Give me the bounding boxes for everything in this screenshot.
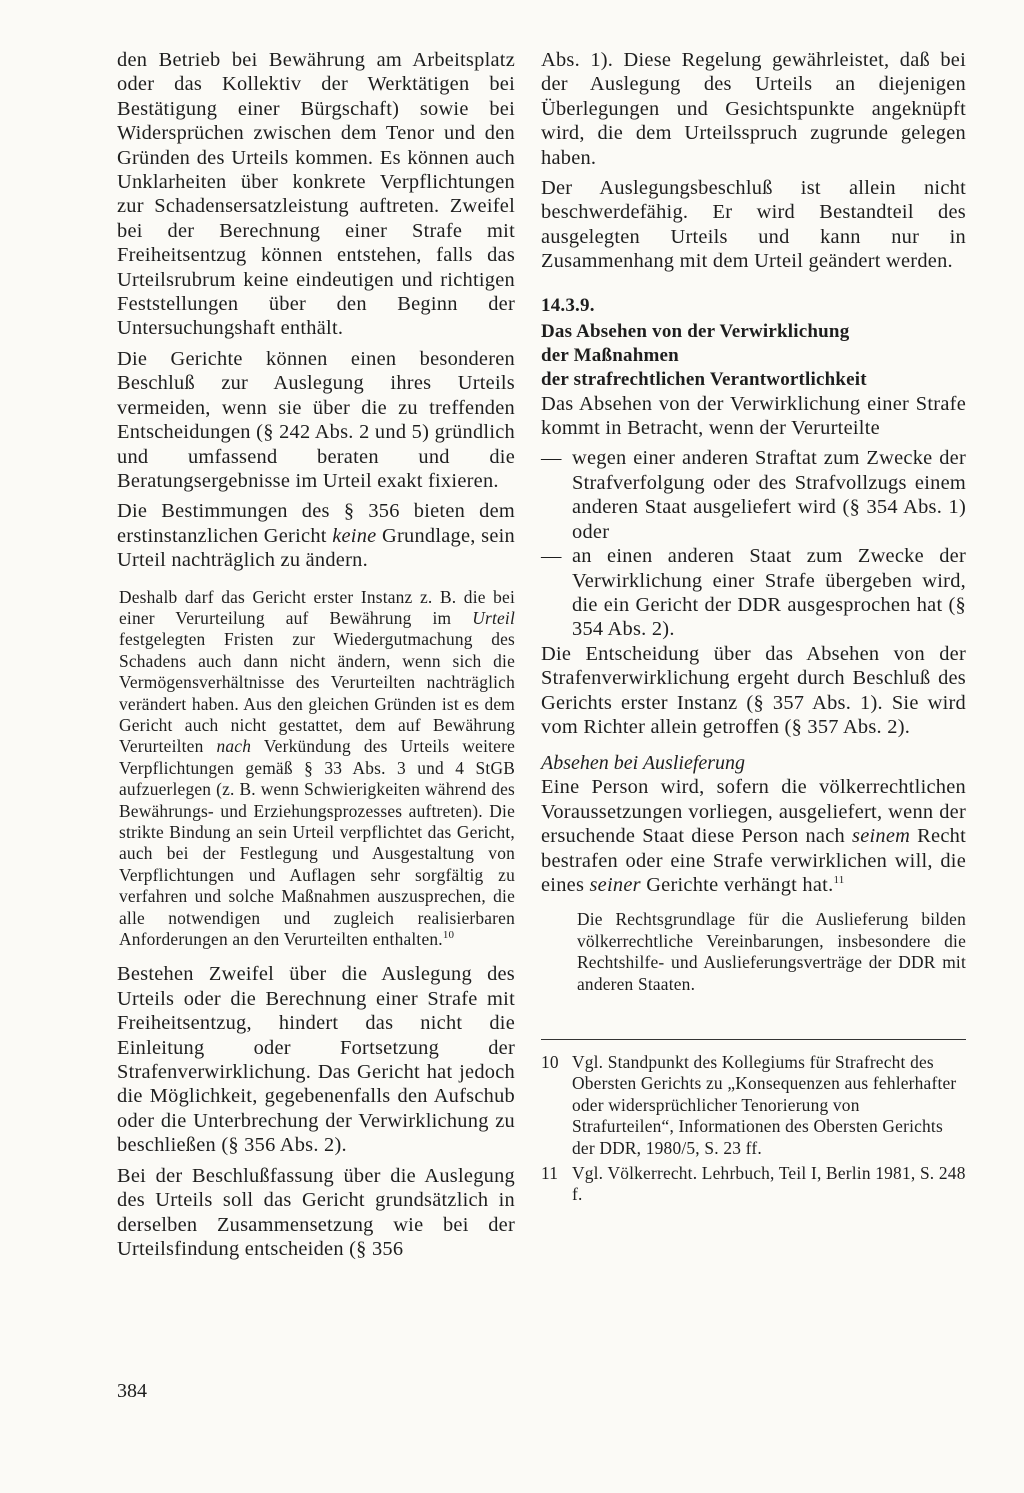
list-item <box>541 446 966 544</box>
left-paragraph-3: Die Bestimmungen des § 356 bieten dem erstinstanzlichen Gericht keine Grundlage, sein Urteil nachträglich zu ändern. <box>117 500 516 572</box>
right-paragraph-1: Abs. 1). Diese Regelung gewährleistet, daß bei der Auslegung des Urteils an diejenigen Überlegungen und Gesichtspunkte angeknüpft wird, die dem Urteilsspruch zugrunde gelegen haben. <box>541 49 966 169</box>
left-small-paragraph: Deshalb darf das Gericht erster Instanz z. B. die bei einer Verurteilung auf Bewährung im Urteil festgelegten Fristen zur Wiedergutmachung des Schadens auch dann nicht ändern, wenn sich die Vermögensverhältnisse des Verurteilten nachträglich verändert haben. Aus den gleichen Gründen ist es dem Gericht auch nicht gestattet, dem auf Bewährung Verurteilten nach Verkündung des Urteils weitere Verpflichtungen gemäß § 33 Abs. 3 und 4 StGB aufzuerlegen (z. B. wenn Schwierigkeiten während des Bewährungs- und Erziehungsprozesses auftreten). Die strikte Bindung an sein Urteil verpflichtet das Gericht, auch bei der Festlegung und Ausgestaltung von Verpflichtungen und Auflagen sehr sorgfältig zu verfahren und solche Maßnahmen auszusprechen, die alle notwendigen und zugleich realisierbaren Anforderungen an den Verurteilten enthalten.$^{10}$ <box>119 586 515 950</box>
footnote-divider <box>541 1039 966 1040</box>
footnote-number: 11 <box>541 1163 559 1184</box>
section-title-line-3: der strafrechtlichen Verantwortlichkeit <box>541 368 867 390</box>
right-paragraph-4: Die Entscheidung über das Absehen von der Strafenverwirklichung ergeht durch Beschluß des Gerichts erster Instanz (§ 357 Abs. 1). Sie wird vom Richter allein getroffen (§ 357 Abs. 2). <box>541 642 966 738</box>
list-item <box>541 544 966 642</box>
footnote <box>541 1163 966 1206</box>
footnote-text: Vgl. Völkerrecht. Lehrbuch, Teil I, Berlin 1981, S. 248 f. <box>572 1163 966 1205</box>
left-paragraph-2: Die Gerichte können einen besonderen Beschluß zur Auslegung ihres Urteils vermeiden, wenn sie über die zu treffenden Entscheidungen (§ 242 Abs. 2 und 5) gründlich und umfassend beraten und die Beratungsergebnisse im Urteil exakt fixieren. <box>117 347 515 492</box>
footnote-number: 10 <box>541 1052 559 1072</box>
footnote-ref-11: 11 <box>833 874 845 887</box>
emphasis-seiner: seiner <box>589 873 641 896</box>
list-item-text-2: an einen anderen Staat zum Zwecke der Verwirklichung einer Strafe übergeben wird, die ein Gericht der DDR ausgesprochen hat (§ 354 Abs. 2). <box>572 545 966 641</box>
section-number: 14.3.9. <box>541 294 595 316</box>
emphasis-urteil: Urteil <box>472 607 515 628</box>
section-title-line-2: der Maßnahmen <box>541 344 679 366</box>
dash-bullet: — <box>541 545 562 568</box>
left-column <box>117 48 515 1267</box>
emphasis-nach: nach <box>216 736 252 757</box>
dash-bullet: — <box>541 447 562 470</box>
section-title-line-1: Das Absehen von der Verwirklichung <box>541 320 850 342</box>
left-paragraph-1: den Betrieb bei Bewährung am Arbeitsplatz oder das Kollektiv der Werktätigen bei Bestätigung einer Bürgschaft) sowie bei Widersprüchen zwischen dem Tenor und den Gründen des Urteils kommen. Es können auch Unklarheiten über konkrete Verpflichtungen zur Schadensersatzleistung auftreten. Zweifel bei der Berechnung einer Strafe mit Freiheitsentzug können entstehen, falls das Urteilsrubrum keine eindeutigen und richtigen Feststellungen über den Beginn der Untersuchungshaft enthält. <box>117 49 515 340</box>
right-paragraph-5: Eine Person wird, sofern die völkerrechtlichen Voraussetzungen vorliegen, ausgeliefert, wenn der ersuchende Staat diese Person nach seinem Recht bestrafen oder eine Strafe verwirklichen will, die eines seiner Gerichte verhängt hat.$^{11}$ <box>541 776 966 896</box>
right-paragraph-3: Das Absehen von der Verwirklichung einer Strafe kommt in Betracht, wenn der Verurteilte <box>541 392 966 440</box>
footnote-ref-10: 10 <box>442 929 455 942</box>
emphasis-seinem: seinem <box>852 825 911 848</box>
right-small-paragraph: Die Rechtsgrundlage für die Auslieferung bilden völkerrechtliche Vereinbarungen, insbesondere die Rechtshilfe- und Auslieferungsverträge der DDR mit anderen Staaten. <box>577 909 966 994</box>
right-column <box>541 48 966 1210</box>
left-paragraph-4: Bestehen Zweifel über die Auslegung des Urteils oder die Berechnung einer Strafe mit Freiheitsentzug, hindert das nicht die Einleitung oder Fortsetzung der Strafenverwirklichung. Das Gericht hat jedoch die Möglichkeit, gegebenenfalls den Aufschub oder die Unterbrechung der Verwirklichung zu beschließen (§ 356 Abs. 2). <box>117 963 515 1157</box>
footnote-text: Vgl. Standpunkt des Kollegiums für Strafrecht des Obersten Gerichts zu „Konsequenzen aus fehlerhafter oder widersprüchlicher Tenorierung von Strafurteilen“, Informationen des Obersten Gerichts der DDR, 1980/5, S. 23 ff. <box>572 1052 957 1158</box>
emphasis-keine: keine <box>332 524 377 547</box>
right-paragraph-2: Der Auslegungsbeschluß ist allein nicht beschwerdefähig. Er wird Bestandteil des ausgelegten Urteils und kann nur in Zusammenhang mit dem Urteil geändert werden. <box>541 177 966 273</box>
list-item-text-1: wegen einer anderen Straftat zum Zwecke der Strafverfolgung oder des Strafvollzugs einem anderen Staat ausgeliefert wird (§ 354 Abs. 1) oder <box>572 447 966 543</box>
subheading: Absehen bei Auslieferung <box>541 752 746 775</box>
left-paragraph-5: Bei der Beschlußfassung über die Auslegung des Urteils soll das Gericht grundsätzlich in derselben Zusammensetzung wie bei der Urteilsfindung entscheiden (§ 356 <box>117 1164 515 1260</box>
page-number: 384 <box>117 1380 147 1402</box>
section-heading <box>541 294 966 392</box>
footnote <box>541 1052 966 1159</box>
